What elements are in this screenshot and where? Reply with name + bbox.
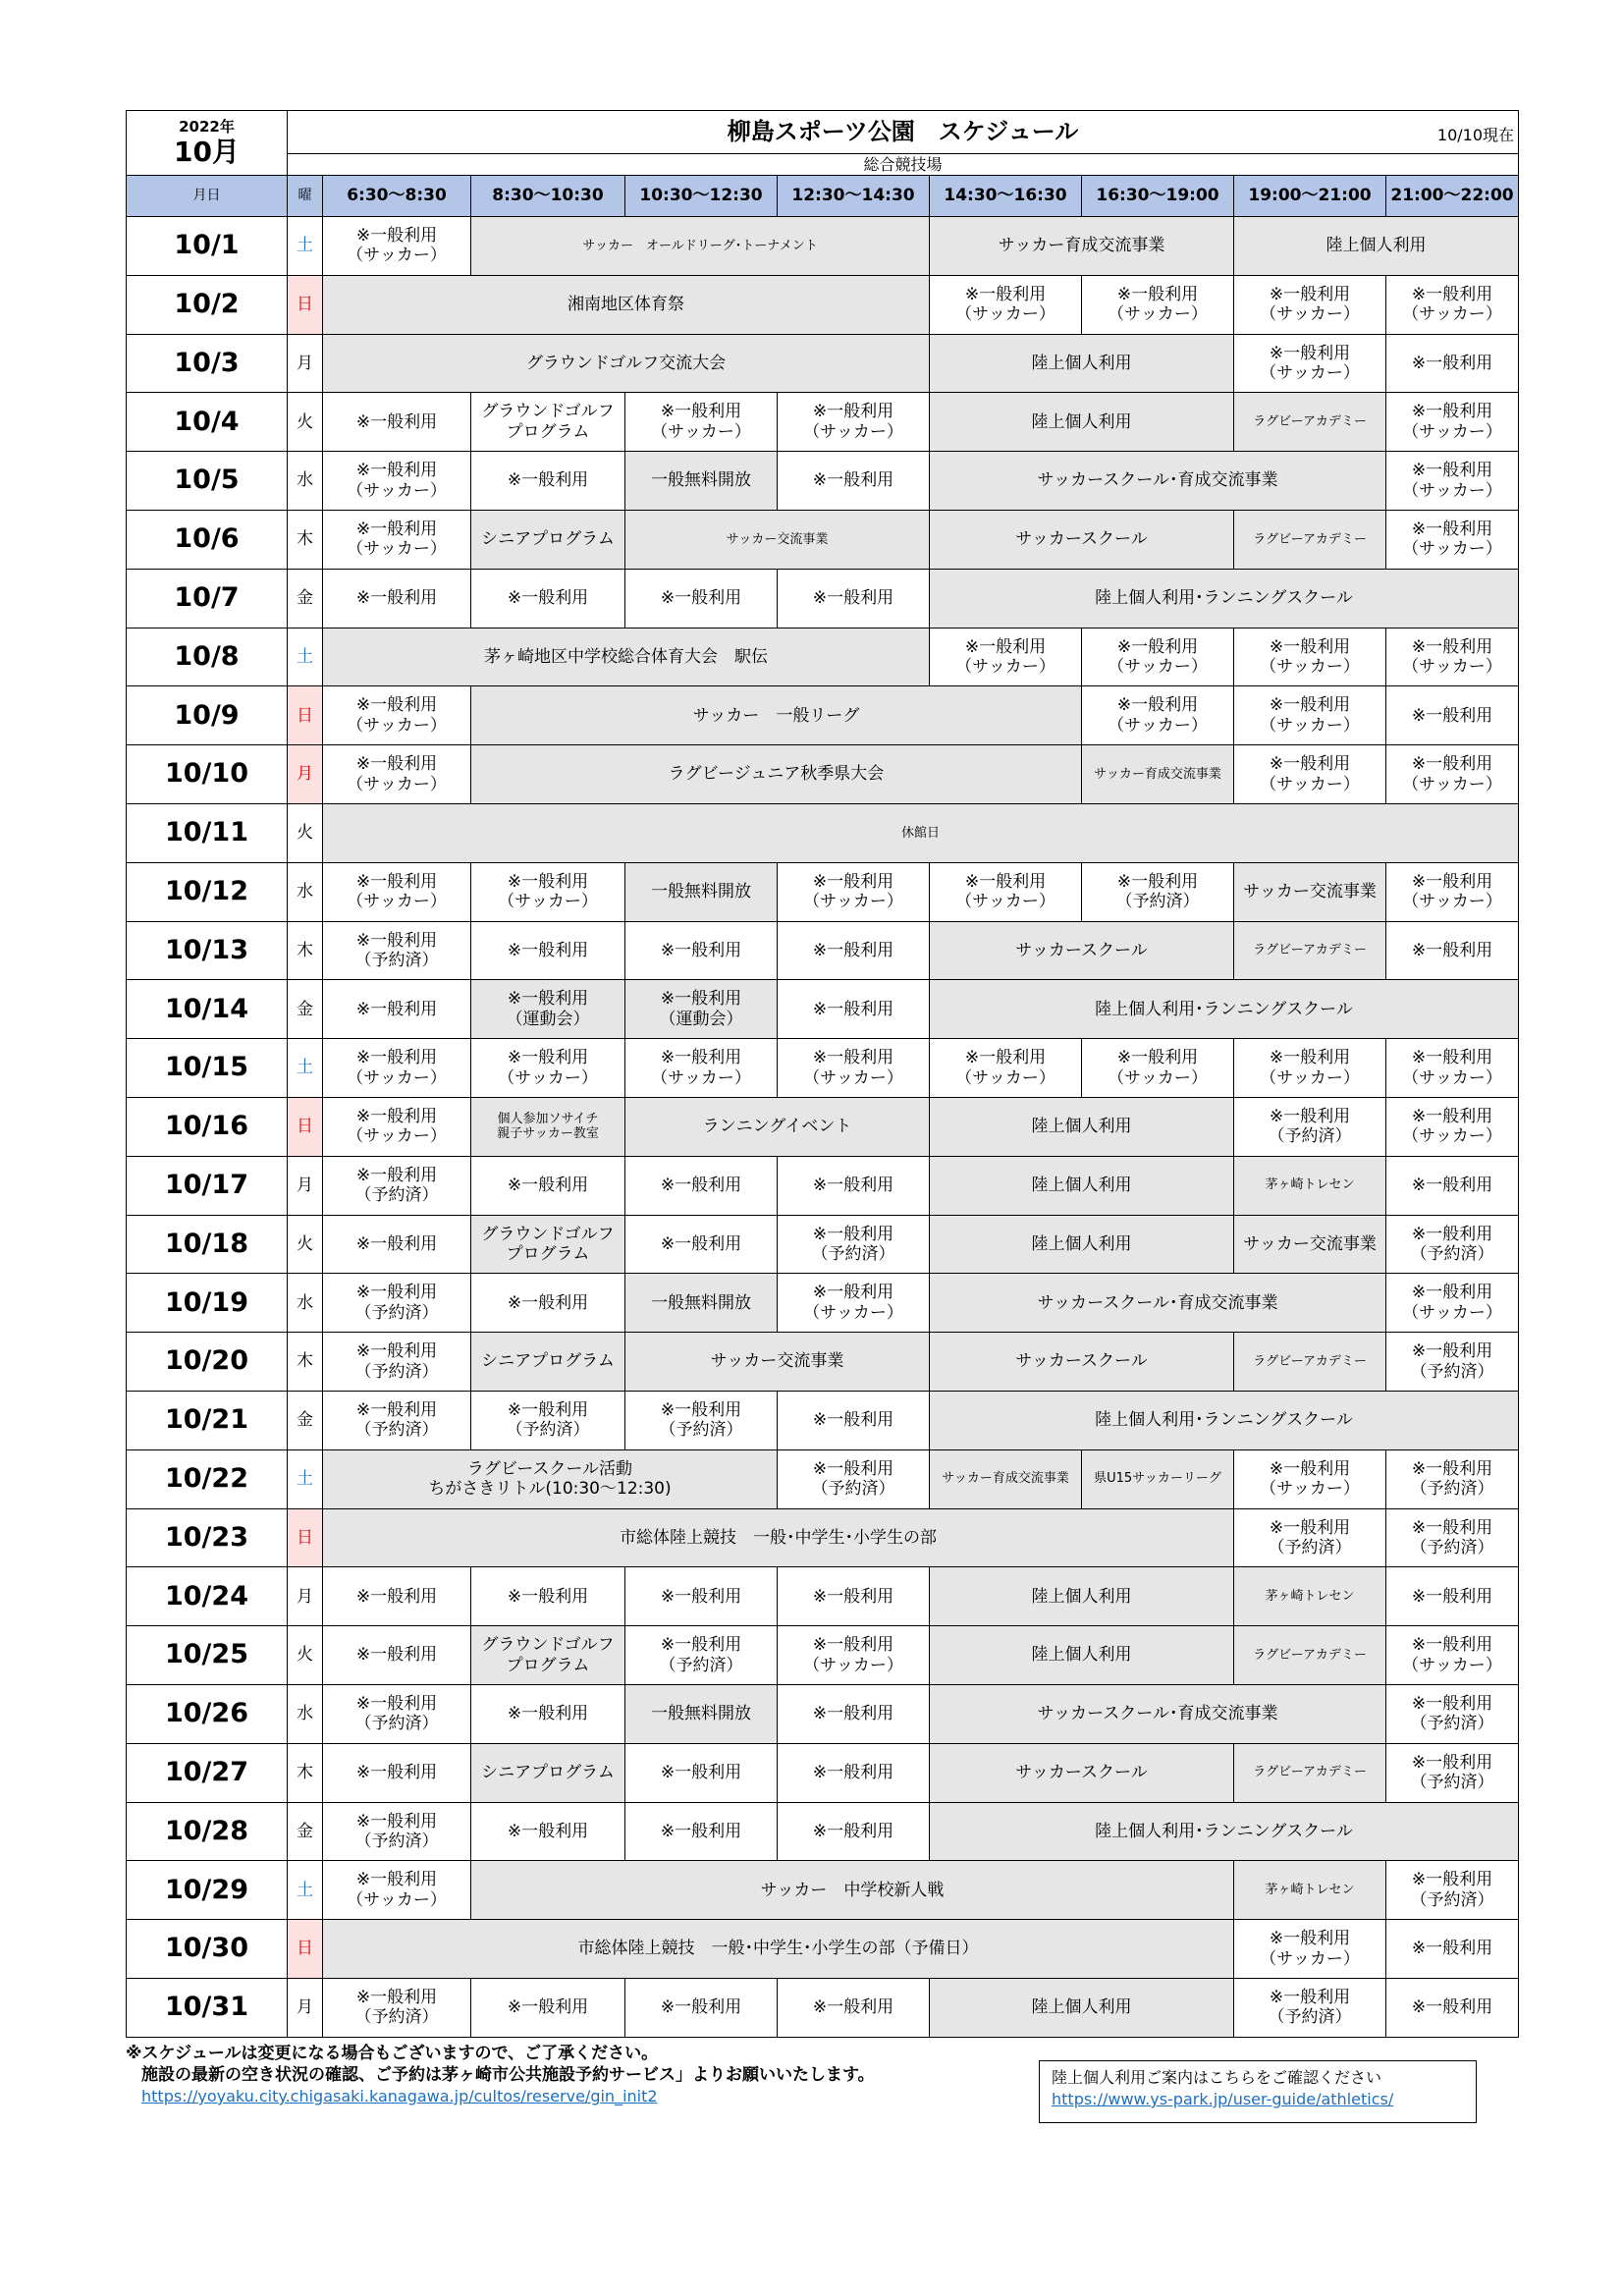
schedule-cell: サッカー交流事業 bbox=[625, 510, 930, 569]
schedule-cell: ※一般利用 （サッカー） bbox=[1386, 1097, 1519, 1156]
schedule-cell: ※一般利用 （予約済） bbox=[778, 1449, 930, 1508]
schedule-cell: サッカースクール bbox=[930, 510, 1234, 569]
schedule-cell: グラウンドゴルフ プログラム bbox=[471, 393, 625, 452]
column-header-slot: 14:30〜16:30 bbox=[930, 176, 1082, 217]
schedule-cell: ※一般利用 bbox=[778, 1156, 930, 1215]
schedule-cell: ※一般利用 （予約済） bbox=[323, 1156, 471, 1215]
schedule-row bbox=[127, 393, 1519, 452]
schedule-cell: サッカースクール･育成交流事業 bbox=[930, 452, 1386, 511]
schedule-row bbox=[127, 1039, 1519, 1098]
schedule-cell: ※一般利用 bbox=[471, 1156, 625, 1215]
weekday-cell: 火 bbox=[288, 1626, 323, 1685]
schedule-row bbox=[127, 1626, 1519, 1685]
date-cell: 10/4 bbox=[127, 393, 288, 452]
weekday-cell: 木 bbox=[288, 1333, 323, 1392]
schedule-cell: ※一般利用 bbox=[625, 1567, 778, 1626]
schedule-cell: ※一般利用 （予約済） bbox=[323, 921, 471, 980]
weekday-cell: 金 bbox=[288, 569, 323, 628]
schedule-cell: サッカー育成交流事業 bbox=[1082, 745, 1234, 804]
weekday-cell: 日 bbox=[288, 1920, 323, 1979]
schedule-cell: ※一般利用 （サッカー） bbox=[930, 275, 1082, 334]
schedule-cell: ※一般利用 （予約済） bbox=[1234, 1097, 1386, 1156]
schedule-cell: 茅ヶ崎トレセン bbox=[1234, 1567, 1386, 1626]
schedule-cell: ※一般利用 （サッカー） bbox=[1082, 1039, 1234, 1098]
schedule-cell: ※一般利用 （予約済） bbox=[1386, 1861, 1519, 1920]
note-change-notice: ※スケジュールは変更になる場合もございますので、ご了承ください。 bbox=[126, 2044, 659, 2063]
schedule-cell: ※一般利用 （サッカー） bbox=[323, 510, 471, 569]
schedule-cell: 陸上個人利用 bbox=[930, 1626, 1234, 1685]
schedule-cell: ※一般利用 bbox=[778, 921, 930, 980]
schedule-cell: 休館日 bbox=[323, 803, 1519, 862]
schedule-cell: ※一般利用 bbox=[625, 1156, 778, 1215]
schedule-cell: ※一般利用 bbox=[778, 452, 930, 511]
date-cell: 10/26 bbox=[127, 1684, 288, 1743]
schedule-cell: 陸上個人利用･ランニングスクール bbox=[930, 569, 1519, 628]
schedule-row bbox=[127, 1567, 1519, 1626]
as-of-date: 10/10現在 bbox=[1436, 125, 1515, 144]
schedule-cell: ※一般利用 （サッカー） bbox=[930, 862, 1082, 921]
weekday-cell: 月 bbox=[288, 1978, 323, 2037]
schedule-cell: 個人参加ソサイチ 親子サッカー教室 bbox=[471, 1097, 625, 1156]
schedule-cell: ラグビーアカデミー bbox=[1234, 921, 1386, 980]
month-label: 10月 bbox=[174, 135, 240, 168]
schedule-cell: ※一般利用 （サッカー） bbox=[1386, 862, 1519, 921]
schedule-cell: ※一般利用 bbox=[625, 569, 778, 628]
weekday-cell: 金 bbox=[288, 980, 323, 1039]
schedule-cell: ランニングイベント bbox=[625, 1097, 930, 1156]
schedule-cell: ※一般利用 bbox=[625, 921, 778, 980]
schedule-row bbox=[127, 1333, 1519, 1392]
schedule-cell: ※一般利用 （予約済） bbox=[1386, 1215, 1519, 1274]
schedule-cell: 茅ヶ崎地区中学校総合体育大会 駅伝 bbox=[323, 628, 930, 686]
column-header-slot: 21:00〜22:00 bbox=[1386, 176, 1519, 217]
schedule-row bbox=[127, 1391, 1519, 1449]
schedule-cell: ※一般利用 （運動会） bbox=[471, 980, 625, 1039]
schedule-cell: ※一般利用 （予約済） bbox=[323, 1978, 471, 2037]
weekday-cell: 木 bbox=[288, 1743, 323, 1802]
schedule-cell: ※一般利用 （運動会） bbox=[625, 980, 778, 1039]
weekday-cell: 日 bbox=[288, 686, 323, 745]
schedule-row bbox=[127, 862, 1519, 921]
schedule-cell: ※一般利用 bbox=[323, 980, 471, 1039]
schedule-cell: ※一般利用 （サッカー） bbox=[323, 686, 471, 745]
schedule-cell: サッカー 中学校新人戦 bbox=[471, 1861, 1234, 1920]
weekday-cell: 火 bbox=[288, 803, 323, 862]
column-header-slot: 10:30〜12:30 bbox=[625, 176, 778, 217]
schedule-cell: サッカー 一般リーグ bbox=[471, 686, 1082, 745]
note-reservation: 施設の最新の空き状況の確認、ご予約は茅ヶ崎市公共施設予約サービス」よりお願いいたします。 bbox=[141, 2065, 875, 2085]
schedule-cell: ※一般利用 bbox=[1386, 921, 1519, 980]
schedule-row bbox=[127, 803, 1519, 862]
date-cell: 10/23 bbox=[127, 1508, 288, 1567]
schedule-row bbox=[127, 334, 1519, 393]
date-cell: 10/16 bbox=[127, 1097, 288, 1156]
schedule-row bbox=[127, 1743, 1519, 1802]
schedule-cell: ※一般利用 （サッカー） bbox=[1386, 1626, 1519, 1685]
schedule-cell: ※一般利用 （サッカー） bbox=[471, 862, 625, 921]
schedule-cell: ※一般利用 （予約済） bbox=[1234, 1978, 1386, 2037]
schedule-row bbox=[127, 1449, 1519, 1508]
weekday-cell: 木 bbox=[288, 921, 323, 980]
schedule-cell: ※一般利用 bbox=[323, 569, 471, 628]
date-cell: 10/18 bbox=[127, 1215, 288, 1274]
schedule-cell: ※一般利用 （サッカー） bbox=[1234, 628, 1386, 686]
schedule-cell: 陸上個人利用･ランニングスクール bbox=[930, 980, 1519, 1039]
schedule-cell: ※一般利用 bbox=[323, 1743, 471, 1802]
date-cell: 10/27 bbox=[127, 1743, 288, 1802]
date-cell: 10/13 bbox=[127, 921, 288, 980]
schedule-cell: ※一般利用 bbox=[1386, 1156, 1519, 1215]
weekday-cell: 土 bbox=[288, 1861, 323, 1920]
schedule-row bbox=[127, 745, 1519, 804]
column-header-slot: 8:30〜10:30 bbox=[471, 176, 625, 217]
schedule-cell: グラウンドゴルフ プログラム bbox=[471, 1626, 625, 1685]
weekday-cell: 月 bbox=[288, 1567, 323, 1626]
column-header-slot: 6:30〜8:30 bbox=[323, 176, 471, 217]
schedule-cell: ※一般利用 （予約済） bbox=[1386, 1743, 1519, 1802]
schedule-cell: サッカースクール bbox=[930, 1743, 1234, 1802]
schedule-cell: ※一般利用 （サッカー） bbox=[930, 1039, 1082, 1098]
schedule-cell: ※一般利用 bbox=[323, 1567, 471, 1626]
schedule-cell: ※一般利用 bbox=[471, 1274, 625, 1333]
weekday-cell: 水 bbox=[288, 1684, 323, 1743]
column-header-date: 月日 bbox=[127, 176, 288, 217]
schedule-cell: ※一般利用 bbox=[471, 569, 625, 628]
weekday-cell: 水 bbox=[288, 452, 323, 511]
schedule-cell: ※一般利用 （サッカー） bbox=[625, 393, 778, 452]
page-title: 柳島スポーツ公園 スケジュール bbox=[727, 118, 1079, 146]
schedule-row bbox=[127, 1861, 1519, 1920]
athletics-info-box bbox=[1039, 2060, 1477, 2123]
schedule-cell: ※一般利用 bbox=[778, 1802, 930, 1861]
schedule-cell: サッカー交流事業 bbox=[625, 1333, 930, 1392]
weekday-cell: 月 bbox=[288, 334, 323, 393]
date-cell: 10/8 bbox=[127, 628, 288, 686]
date-cell: 10/1 bbox=[127, 217, 288, 276]
weekday-cell: 日 bbox=[288, 1508, 323, 1567]
weekday-cell: 火 bbox=[288, 393, 323, 452]
date-cell: 10/28 bbox=[127, 1802, 288, 1861]
schedule-cell: ※一般利用 bbox=[778, 1743, 930, 1802]
schedule-cell: ※一般利用 （サッカー） bbox=[778, 1274, 930, 1333]
date-cell: 10/5 bbox=[127, 452, 288, 511]
schedule-cell: ※一般利用 bbox=[625, 1215, 778, 1274]
schedule-cell: ※一般利用 bbox=[778, 1391, 930, 1449]
date-cell: 10/11 bbox=[127, 803, 288, 862]
schedule-cell: ラグビーアカデミー bbox=[1234, 1743, 1386, 1802]
schedule-cell: ※一般利用 （サッカー） bbox=[1082, 686, 1234, 745]
schedule-cell: ※一般利用 bbox=[471, 1978, 625, 2037]
date-cell: 10/2 bbox=[127, 275, 288, 334]
schedule-cell: ※一般利用 （予約済） bbox=[1386, 1333, 1519, 1392]
date-cell: 10/20 bbox=[127, 1333, 288, 1392]
schedule-cell: ラグビーアカデミー bbox=[1234, 1333, 1386, 1392]
schedule-table bbox=[126, 110, 1519, 2038]
schedule-cell: ※一般利用 （予約済） bbox=[778, 1215, 930, 1274]
title-cell bbox=[288, 111, 1519, 154]
schedule-row bbox=[127, 1978, 1519, 2037]
schedule-row bbox=[127, 1274, 1519, 1333]
schedule-cell: ※一般利用 （予約済） bbox=[323, 1333, 471, 1392]
schedule-cell: ※一般利用 （予約済） bbox=[1234, 1508, 1386, 1567]
schedule-cell: ※一般利用 （予約済） bbox=[1386, 1449, 1519, 1508]
schedule-cell: ※一般利用 bbox=[1386, 1567, 1519, 1626]
weekday-cell: 日 bbox=[288, 1097, 323, 1156]
schedule-cell: 一般無料開放 bbox=[625, 452, 778, 511]
weekday-cell: 木 bbox=[288, 510, 323, 569]
date-cell: 10/31 bbox=[127, 1978, 288, 2037]
schedule-cell: ※一般利用 bbox=[778, 1684, 930, 1743]
column-header-slot: 19:00〜21:00 bbox=[1234, 176, 1386, 217]
date-cell: 10/14 bbox=[127, 980, 288, 1039]
date-cell: 10/30 bbox=[127, 1920, 288, 1979]
schedule-cell: 市総体陸上競技 一般･中学生･小学生の部（予備日） bbox=[323, 1920, 1234, 1979]
schedule-cell: ※一般利用 （サッカー） bbox=[778, 393, 930, 452]
schedule-cell: 陸上個人利用 bbox=[930, 393, 1234, 452]
schedule-cell: ※一般利用 bbox=[323, 1215, 471, 1274]
schedule-cell: 一般無料開放 bbox=[625, 1684, 778, 1743]
schedule-cell: サッカースクール bbox=[930, 1333, 1234, 1392]
schedule-cell: ※一般利用 （サッカー） bbox=[1082, 275, 1234, 334]
schedule-cell: ラグビーアカデミー bbox=[1234, 393, 1386, 452]
schedule-cell: 陸上個人利用 bbox=[930, 1567, 1234, 1626]
schedule-row bbox=[127, 980, 1519, 1039]
date-cell: 10/25 bbox=[127, 1626, 288, 1685]
schedule-cell: ※一般利用 （予約済） bbox=[323, 1684, 471, 1743]
schedule-cell: ※一般利用 （予約済） bbox=[1386, 1508, 1519, 1567]
schedule-cell: ※一般利用 bbox=[471, 1684, 625, 1743]
date-cell: 10/21 bbox=[127, 1391, 288, 1449]
schedule-cell: ※一般利用 （予約済） bbox=[1082, 862, 1234, 921]
schedule-cell: ※一般利用 （サッカー） bbox=[1234, 1920, 1386, 1979]
schedule-cell: ※一般利用 （サッカー） bbox=[1386, 745, 1519, 804]
date-cell: 10/10 bbox=[127, 745, 288, 804]
date-cell: 10/9 bbox=[127, 686, 288, 745]
schedule-cell: サッカー育成交流事業 bbox=[930, 1449, 1082, 1508]
schedule-cell: ラグビーアカデミー bbox=[1234, 1626, 1386, 1685]
date-cell: 10/17 bbox=[127, 1156, 288, 1215]
schedule-cell: ラグビースクール活動 ちがさきリトル(10:30〜12:30) bbox=[323, 1449, 778, 1508]
schedule-cell: ※一般利用 （サッカー） bbox=[323, 1039, 471, 1098]
schedule-cell: サッカースクール･育成交流事業 bbox=[930, 1684, 1386, 1743]
weekday-cell: 水 bbox=[288, 1274, 323, 1333]
weekday-cell: 月 bbox=[288, 1156, 323, 1215]
schedule-cell: ※一般利用 （サッカー） bbox=[1386, 1274, 1519, 1333]
schedule-cell: ※一般利用 bbox=[323, 1626, 471, 1685]
schedule-cell: ※一般利用 bbox=[471, 921, 625, 980]
schedule-cell: ※一般利用 （サッカー） bbox=[1386, 628, 1519, 686]
schedule-cell: ※一般利用 （予約済） bbox=[471, 1391, 625, 1449]
schedule-cell: ※一般利用 bbox=[1386, 686, 1519, 745]
schedule-cell: 陸上個人利用 bbox=[1234, 217, 1519, 276]
venue-label: 総合競技場 bbox=[288, 154, 1519, 176]
schedule-row bbox=[127, 452, 1519, 511]
schedule-cell: ※一般利用 （サッカー） bbox=[323, 1097, 471, 1156]
schedule-row bbox=[127, 1097, 1519, 1156]
schedule-row bbox=[127, 1215, 1519, 1274]
header-row-venue bbox=[127, 154, 1519, 176]
schedule-cell: 市総体陸上競技 一般･中学生･小学生の部 bbox=[323, 1508, 1234, 1567]
schedule-cell: ※一般利用 （サッカー） bbox=[323, 1861, 471, 1920]
date-cell: 10/24 bbox=[127, 1567, 288, 1626]
schedule-row bbox=[127, 1920, 1519, 1979]
schedule-cell: シニアプログラム bbox=[471, 1333, 625, 1392]
athletics-info-link[interactable]: https://www.ys-park.jp/user-guide/athletics/ bbox=[1052, 2090, 1394, 2108]
schedule-cell: 陸上個人利用･ランニングスクール bbox=[930, 1391, 1519, 1449]
schedule-cell: ※一般利用 （サッカー） bbox=[1082, 628, 1234, 686]
schedule-cell: ※一般利用 （サッカー） bbox=[778, 862, 930, 921]
athletics-info-text: 陸上個人利用ご案内はこちらをご確認ください bbox=[1052, 2068, 1382, 2087]
schedule-cell: ※一般利用 （サッカー） bbox=[1386, 452, 1519, 511]
schedule-row bbox=[127, 921, 1519, 980]
schedule-row bbox=[127, 1508, 1519, 1567]
schedule-cell: ※一般利用 bbox=[625, 1978, 778, 2037]
schedule-cell: ※一般利用 bbox=[1386, 334, 1519, 393]
schedule-cell: ※一般利用 bbox=[625, 1743, 778, 1802]
date-cell: 10/15 bbox=[127, 1039, 288, 1098]
schedule-cell: ※一般利用 bbox=[778, 569, 930, 628]
column-header-slot: 16:30〜19:00 bbox=[1082, 176, 1234, 217]
schedule-cell: ※一般利用 bbox=[625, 1802, 778, 1861]
schedule-cell: ※一般利用 bbox=[778, 980, 930, 1039]
schedule-cell: 陸上個人利用 bbox=[930, 1215, 1234, 1274]
schedule-cell: ※一般利用 （サッカー） bbox=[1386, 275, 1519, 334]
date-cell: 10/6 bbox=[127, 510, 288, 569]
year-month-cell bbox=[127, 111, 288, 176]
schedule-cell: ※一般利用 （サッカー） bbox=[1234, 275, 1386, 334]
date-cell: 10/19 bbox=[127, 1274, 288, 1333]
weekday-cell: 土 bbox=[288, 1039, 323, 1098]
weekday-cell: 火 bbox=[288, 1215, 323, 1274]
schedule-cell: グラウンドゴルフ プログラム bbox=[471, 1215, 625, 1274]
schedule-cell: サッカースクール bbox=[930, 921, 1234, 980]
schedule-cell: ※一般利用 （サッカー） bbox=[1386, 1039, 1519, 1098]
schedule-cell: ※一般利用 （サッカー） bbox=[1234, 1449, 1386, 1508]
schedule-cell: ※一般利用 （サッカー） bbox=[1386, 393, 1519, 452]
schedule-cell: 茅ヶ崎トレセン bbox=[1234, 1156, 1386, 1215]
schedule-cell: サッカー育成交流事業 bbox=[930, 217, 1234, 276]
date-cell: 10/29 bbox=[127, 1861, 288, 1920]
schedule-row bbox=[127, 1684, 1519, 1743]
schedule-cell: サッカースクール･育成交流事業 bbox=[930, 1274, 1386, 1333]
schedule-cell: シニアプログラム bbox=[471, 1743, 625, 1802]
schedule-row bbox=[127, 569, 1519, 628]
schedule-cell: ※一般利用 bbox=[471, 1567, 625, 1626]
schedule-cell: ※一般利用 bbox=[323, 393, 471, 452]
weekday-cell: 金 bbox=[288, 1802, 323, 1861]
header-row-title bbox=[127, 111, 1519, 154]
schedule-cell: 陸上個人利用 bbox=[930, 1156, 1234, 1215]
schedule-cell: ※一般利用 （予約済） bbox=[323, 1274, 471, 1333]
schedule-cell: 一般無料開放 bbox=[625, 862, 778, 921]
weekday-cell: 土 bbox=[288, 217, 323, 276]
date-cell: 10/3 bbox=[127, 334, 288, 393]
schedule-row bbox=[127, 1156, 1519, 1215]
weekday-cell: 日 bbox=[288, 275, 323, 334]
schedule-cell: ※一般利用 （サッカー） bbox=[930, 628, 1082, 686]
schedule-sheet bbox=[126, 110, 1515, 2038]
schedule-cell: 陸上個人利用･ランニングスクール bbox=[930, 1802, 1519, 1861]
schedule-body bbox=[127, 111, 1519, 2038]
date-cell: 10/22 bbox=[127, 1449, 288, 1508]
column-header-slot: 12:30〜14:30 bbox=[778, 176, 930, 217]
schedule-row bbox=[127, 275, 1519, 334]
schedule-cell: シニアプログラム bbox=[471, 510, 625, 569]
column-header-row bbox=[127, 176, 1519, 217]
schedule-cell: ※一般利用 bbox=[471, 452, 625, 511]
reservation-link[interactable]: https://yoyaku.city.chigasaki.kanagawa.jp/cultos/reserve/gin_init2 bbox=[141, 2087, 658, 2105]
schedule-cell: ※一般利用 （サッカー） bbox=[1234, 334, 1386, 393]
schedule-cell: ※一般利用 bbox=[778, 1978, 930, 2037]
schedule-cell: ※一般利用 （サッカー） bbox=[323, 452, 471, 511]
date-cell: 10/12 bbox=[127, 862, 288, 921]
schedule-cell: ※一般利用 （サッカー） bbox=[323, 745, 471, 804]
schedule-cell: ※一般利用 （サッカー） bbox=[471, 1039, 625, 1098]
schedule-cell: ※一般利用 （サッカー） bbox=[625, 1039, 778, 1098]
footer-notes bbox=[126, 2043, 1068, 2107]
schedule-cell: ※一般利用 （予約済） bbox=[323, 1391, 471, 1449]
schedule-cell: ※一般利用 bbox=[1386, 1978, 1519, 2037]
year-label: 2022年 bbox=[179, 117, 235, 136]
schedule-cell: ※一般利用 bbox=[1386, 1920, 1519, 1979]
schedule-cell: ※一般利用 （予約済） bbox=[323, 1802, 471, 1861]
weekday-cell: 水 bbox=[288, 862, 323, 921]
schedule-cell: 陸上個人利用 bbox=[930, 1097, 1234, 1156]
schedule-cell: サッカー交流事業 bbox=[1234, 1215, 1386, 1274]
schedule-cell: ※一般利用 （サッカー） bbox=[1386, 510, 1519, 569]
schedule-row bbox=[127, 1802, 1519, 1861]
weekday-cell: 土 bbox=[288, 1449, 323, 1508]
schedule-cell: サッカー交流事業 bbox=[1234, 862, 1386, 921]
schedule-row bbox=[127, 217, 1519, 276]
schedule-cell: ※一般利用 bbox=[471, 1802, 625, 1861]
schedule-cell: 陸上個人利用 bbox=[930, 334, 1234, 393]
schedule-cell: ラグビーアカデミー bbox=[1234, 510, 1386, 569]
schedule-cell: ※一般利用 （予約済） bbox=[1386, 1684, 1519, 1743]
schedule-row bbox=[127, 686, 1519, 745]
weekday-cell: 土 bbox=[288, 628, 323, 686]
schedule-cell: サッカー オールドリーグ･トーナメント bbox=[471, 217, 930, 276]
schedule-cell: ※一般利用 （予約済） bbox=[625, 1391, 778, 1449]
schedule-cell: グラウンドゴルフ交流大会 bbox=[323, 334, 930, 393]
schedule-cell: ※一般利用 （サッカー） bbox=[778, 1626, 930, 1685]
schedule-cell: ※一般利用 （サッカー） bbox=[778, 1039, 930, 1098]
schedule-cell: ※一般利用 （サッカー） bbox=[323, 862, 471, 921]
column-header-dow: 曜 bbox=[288, 176, 323, 217]
schedule-cell: 陸上個人利用 bbox=[930, 1978, 1234, 2037]
schedule-cell: 湘南地区体育祭 bbox=[323, 275, 930, 334]
weekday-cell: 月 bbox=[288, 745, 323, 804]
weekday-cell: 金 bbox=[288, 1391, 323, 1449]
schedule-cell: ※一般利用 （サッカー） bbox=[1234, 686, 1386, 745]
schedule-cell: 茅ヶ崎トレセン bbox=[1234, 1861, 1386, 1920]
schedule-cell: ※一般利用 （サッカー） bbox=[323, 217, 471, 276]
schedule-cell: ラグビージュニア秋季県大会 bbox=[471, 745, 1082, 804]
schedule-cell: ※一般利用 （サッカー） bbox=[1234, 745, 1386, 804]
schedule-row bbox=[127, 628, 1519, 686]
schedule-cell: ※一般利用 bbox=[778, 1567, 930, 1626]
schedule-row bbox=[127, 510, 1519, 569]
schedule-cell: ※一般利用 （予約済） bbox=[625, 1626, 778, 1685]
date-cell: 10/7 bbox=[127, 569, 288, 628]
schedule-cell: 県U15サッカーリーグ bbox=[1082, 1449, 1234, 1508]
schedule-cell: 一般無料開放 bbox=[625, 1274, 778, 1333]
schedule-cell: ※一般利用 （サッカー） bbox=[1234, 1039, 1386, 1098]
